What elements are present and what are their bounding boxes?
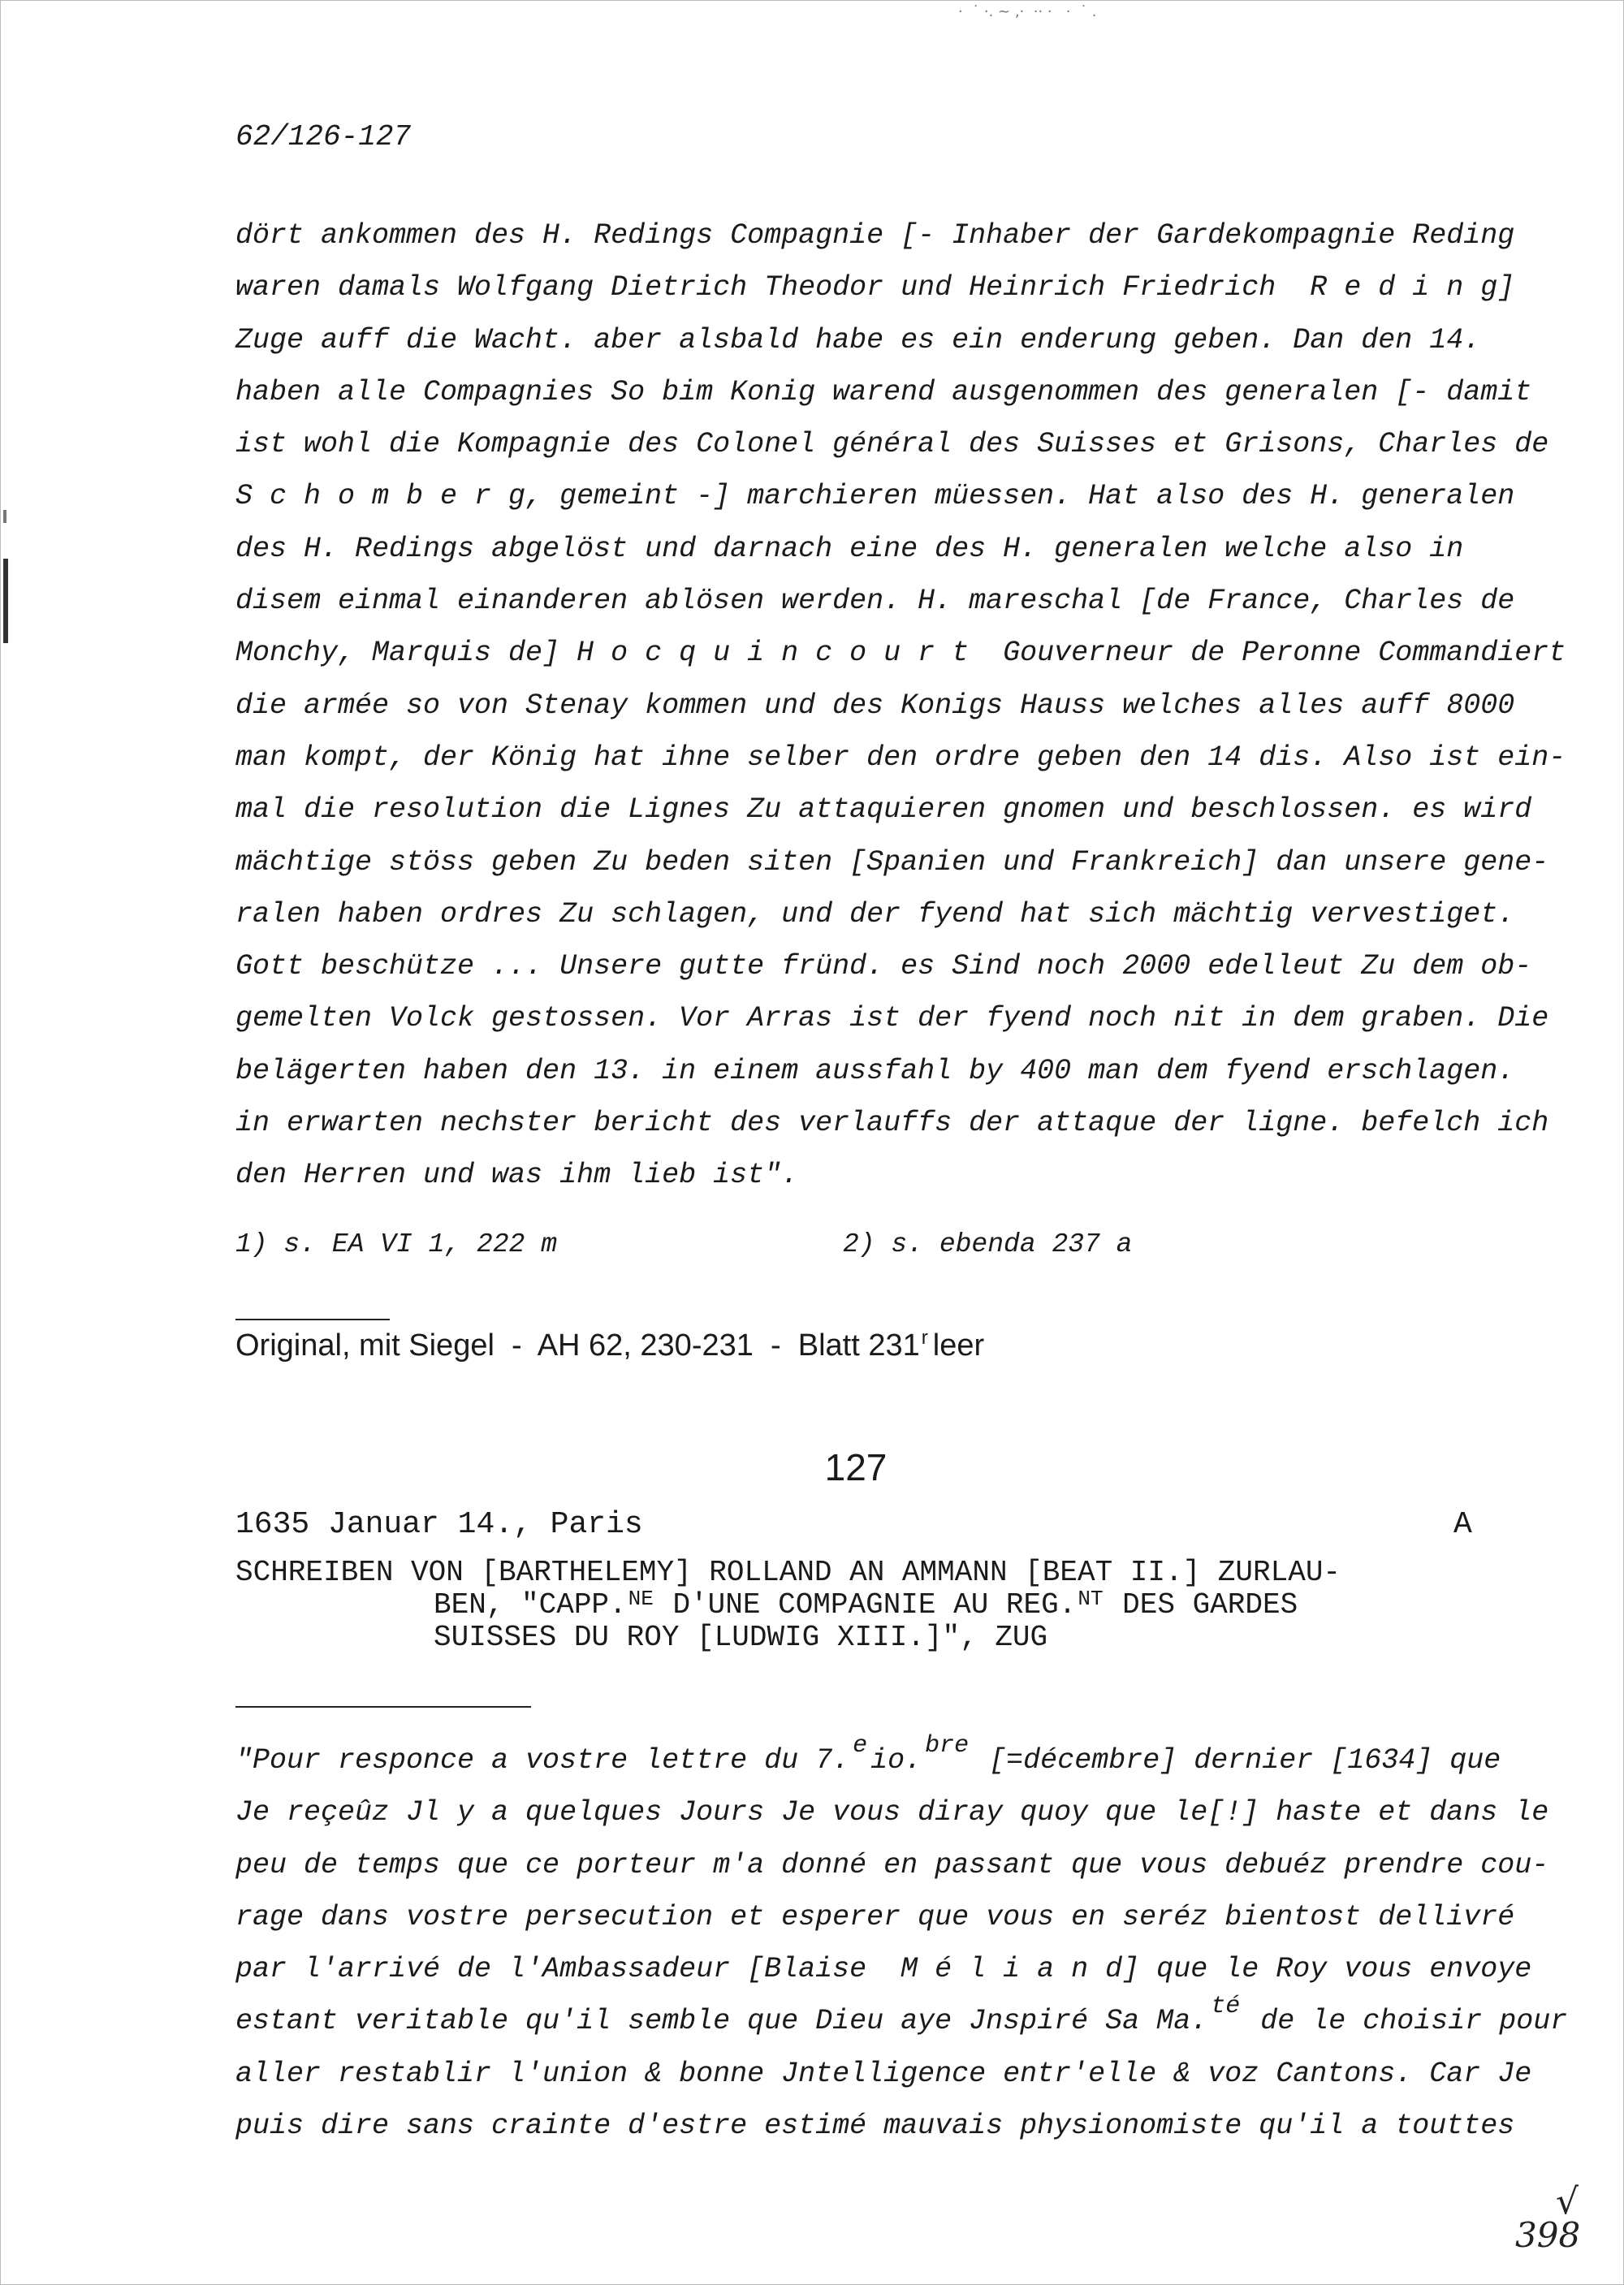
text-line: par l'arrivé de l'Ambassadeur [Blaise M é l i a n d] que le Roy vous envoye [235, 1953, 1532, 1986]
text-line: dört ankommen des H. Redings Compagnie [- Inhaber der Gardekompagnie Reding [235, 219, 1515, 252]
scan-specks: · ˙ ·. ~ ,· ·· · · ˙ . [958, 3, 1097, 20]
text-span: estant veritable qu'il semble que Dieu aye Jnspiré Sa Ma. [235, 2005, 1208, 2038]
source-note [235, 1328, 984, 1363]
heading-line: SCHREIBEN VON [BARTHELEMY] ROLLAND AN AMMANN [BEAT II.] ZURLAU- [235, 1556, 1341, 1589]
text-line: Monchy, Marquis de] H o c q u i n c o u r t Gouverneur de Peronne Commandiert [235, 637, 1566, 670]
source-note-superscript: r [921, 1327, 928, 1349]
doc126-continuation-text [235, 209, 1566, 1202]
text-line: belägerten haben den 13. in einem aussfahl by 400 man dem fyend erschlagen. [235, 1054, 1515, 1087]
text-line: mal die resolution die Lignes Zu attaquieren gnomen und beschlossen. es wird [235, 793, 1532, 827]
source-note-tail: leer [932, 1328, 985, 1363]
document-number: 127 [824, 1446, 888, 1488]
text-line: S c h o m b e r g, gemeint -] marchieren müessen. Hat also des H. generalen [235, 480, 1515, 513]
text-line: rage dans vostre persecution et esperer que vous en seréz bientost dellivré [235, 1900, 1515, 1933]
text-line: disem einmal einanderen ablösen werden. H. mareschal [de France, Charles de [235, 585, 1515, 618]
text-line: die armée so von Stenay kommen und des Konigs Hauss welches alles auff 8000 [235, 689, 1515, 722]
heading-text: DES GARDES [1104, 1588, 1298, 1622]
text-line: den Herren und was ihm lieb ist". [235, 1159, 799, 1192]
heading-superscript: NT [1078, 1587, 1104, 1611]
heading-superscript: NE [628, 1587, 654, 1611]
text-line: peu de temps que ce porteur m'a donné en passant que vous debuéz prendre cou- [235, 1848, 1549, 1881]
text-line: Zuge auff die Wacht. aber alsbald habe es ein enderung geben. Dan den 14. [235, 323, 1481, 356]
heading-line [235, 1589, 1535, 1622]
text-superscript: e [853, 1732, 868, 1760]
text-line: ist wohl die Kompagnie des Colonel général des Suisses et Grisons, Charles de [235, 428, 1549, 461]
source-note-main: Original, mit Siegel - AH 62, 230-231 - Blatt 231 [235, 1328, 920, 1363]
text-line: puis dire sans crainte d'estre estimé mauvais physionomiste qu'il a touttes [235, 2110, 1515, 2143]
text-line: haben alle Compagnies So bim Konig warend ausgenommen des generalen [- damit [235, 375, 1532, 408]
document-reference: 62/126-127 [235, 120, 412, 153]
footnote-2: 2) s. ebenda 237 a [843, 1229, 1133, 1259]
footnote-1: 1) s. EA VI 1, 222 m [235, 1229, 558, 1259]
text-span: [=décembre] dernier [1634] que [972, 1744, 1501, 1777]
text-line: des H. Redings abgelöst und darnach eine des H. generalen welche also in [235, 532, 1464, 565]
text-span: de le choisir pour [1243, 2005, 1568, 2038]
text-line [235, 1993, 1568, 2047]
document-heading [235, 1557, 1535, 1654]
text-line: Gott beschütze ... Unsere gutte fründ. es Sind noch 2000 edelleut Zu dem ob- [235, 950, 1532, 983]
text-superscript: té [1211, 1993, 1241, 2021]
text-line: in erwarten nechster bericht des verlauffs der attaque der ligne. befelch ich [235, 1107, 1549, 1140]
handwritten-page-number: 398 [1515, 2215, 1581, 2255]
text-superscript: bre [925, 1732, 970, 1760]
margin-mark [3, 559, 8, 643]
text-line: aller restablir l'union & bonne Jntelligence entr'elle & voz Cantons. Car Je [235, 2057, 1532, 2090]
margin-mark [3, 510, 6, 523]
text-span: io. [870, 1744, 922, 1777]
document-type-marker: A [1453, 1507, 1472, 1542]
text-line: gemelten Volck gestossen. Vor Arras ist der fyend noch nit in dem graben. Die [235, 1002, 1549, 1035]
checkmark-icon: √ [1556, 2181, 1579, 2222]
document-date-place: 1635 Januar 14., Paris [235, 1507, 643, 1542]
separator-rule [235, 1706, 531, 1708]
heading-line: SUISSES DU ROY [LUDWIG XIII.]", ZUG [434, 1621, 1048, 1654]
text-line: mächtige stöss geben Zu beden siten [Spanien und Frankreich] dan unsere gene- [235, 845, 1549, 879]
separator-rule [235, 1319, 390, 1320]
heading-text: D'UNE COMPAGNIE AU REG. [654, 1588, 1077, 1622]
doc127-letter-text [235, 1732, 1568, 2152]
text-line: ralen haben ordres Zu schlagen, und der fyend hat sich mächtig vervestiget. [235, 897, 1515, 931]
heading-text: BEN, "CAPP. [434, 1588, 627, 1622]
text-line [235, 1734, 1535, 1786]
text-line: man kompt, der König hat ihne selber den ordre geben den 14 dis. Also ist ein- [235, 741, 1566, 774]
text-line: waren damals Wolfgang Dietrich Theodor und Heinrich Friedrich R e d i n g] [235, 271, 1515, 305]
text-line: Je reçeûz Jl y a quelques Jours Je vous diray quoy que le[!] haste et dans le [235, 1796, 1549, 1829]
text-span: "Pour responce a vostre lettre du 7. [235, 1744, 850, 1777]
